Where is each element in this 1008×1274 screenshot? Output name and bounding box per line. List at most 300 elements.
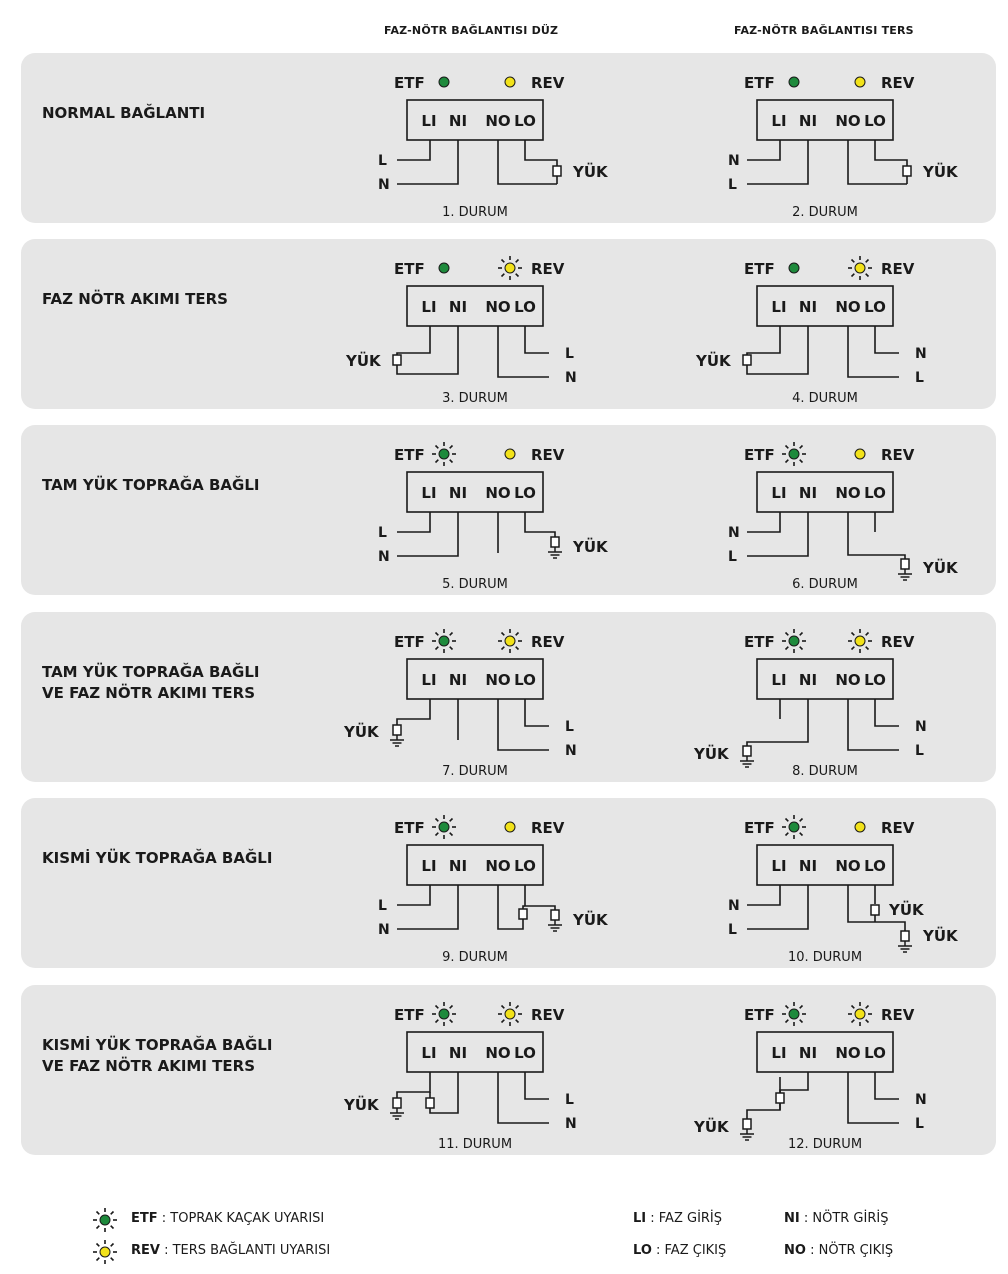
wire bbox=[397, 512, 430, 532]
etf-indicator-icon bbox=[432, 815, 456, 839]
supply-line-label: N bbox=[565, 370, 577, 386]
wire bbox=[525, 885, 555, 911]
load-resistor-icon bbox=[393, 1098, 401, 1108]
rev-indicator-icon bbox=[498, 256, 522, 280]
led-dot bbox=[505, 1009, 515, 1019]
led-ray bbox=[866, 647, 869, 650]
wire bbox=[747, 512, 780, 532]
rev-label: REV bbox=[531, 74, 565, 92]
rev-label: REV bbox=[881, 260, 915, 278]
load-resistor-icon bbox=[393, 355, 401, 365]
legend-li-key: LI bbox=[633, 1211, 647, 1226]
etf-label: ETF bbox=[744, 446, 775, 464]
terminal-no: NO bbox=[835, 857, 861, 875]
wire bbox=[397, 512, 458, 556]
etf-label: ETF bbox=[744, 633, 775, 651]
terminal-li: LI bbox=[771, 1044, 787, 1062]
yellow-flashing-led-icon bbox=[92, 1239, 118, 1269]
etf-label: ETF bbox=[744, 819, 775, 837]
terminal-lo: LO bbox=[864, 112, 886, 130]
led-ray bbox=[786, 1006, 789, 1009]
case-label: 8. DURUM bbox=[792, 764, 858, 779]
etf-indicator-icon bbox=[789, 77, 799, 87]
load-resistor-icon bbox=[743, 355, 751, 365]
led-ray bbox=[800, 647, 803, 650]
legend-li-text: : FAZ GİRİŞ bbox=[650, 1211, 723, 1226]
terminal-lo: LO bbox=[864, 484, 886, 502]
led-dot bbox=[439, 822, 449, 832]
legend-rev-text: : TERS BAĞLANTI UYARISI bbox=[164, 1243, 331, 1258]
led-ray bbox=[866, 633, 869, 636]
wire bbox=[397, 1072, 430, 1098]
terminal-li: LI bbox=[421, 671, 437, 689]
load-resistor-icon bbox=[553, 166, 561, 176]
case-label: 7. DURUM bbox=[442, 764, 508, 779]
terminal-lo: LO bbox=[514, 484, 536, 502]
terminal-lo: LO bbox=[514, 112, 536, 130]
supply-line-label: N bbox=[728, 898, 740, 914]
green-flashing-led-icon bbox=[92, 1207, 118, 1237]
led-ray bbox=[516, 647, 519, 650]
supply-line-label: N bbox=[378, 549, 390, 565]
terminal-li: LI bbox=[771, 298, 787, 316]
case-label: 1. DURUM bbox=[442, 205, 508, 220]
led-ray bbox=[516, 1020, 519, 1023]
legend-no bbox=[784, 1243, 893, 1258]
led-ray bbox=[436, 633, 439, 636]
etf-indicator-icon bbox=[782, 442, 806, 466]
led-ray bbox=[852, 1006, 855, 1009]
supply-line-label: N bbox=[915, 719, 927, 735]
terminal-li: LI bbox=[421, 484, 437, 502]
led-ray bbox=[450, 1006, 453, 1009]
terminal-lo: LO bbox=[864, 671, 886, 689]
column-header-reversed: FAZ-NÖTR BAĞLANTISI TERS bbox=[734, 24, 914, 37]
terminal-lo: LO bbox=[514, 1044, 536, 1062]
case-diagram bbox=[378, 74, 609, 220]
load-resistor-icon bbox=[871, 905, 879, 915]
etf-label: ETF bbox=[394, 819, 425, 837]
etf-indicator-icon bbox=[782, 629, 806, 653]
led-ray bbox=[800, 633, 803, 636]
terminal-no: NO bbox=[835, 298, 861, 316]
led-dot bbox=[789, 1009, 799, 1019]
wire bbox=[525, 1072, 549, 1099]
led-ray bbox=[436, 647, 439, 650]
row-title-line: TAM YÜK TOPRAĞA BAĞLI bbox=[42, 663, 260, 681]
led-dot bbox=[855, 77, 865, 87]
led-dot bbox=[789, 636, 799, 646]
led-dot bbox=[855, 1009, 865, 1019]
led-ray bbox=[852, 274, 855, 277]
wire bbox=[747, 885, 808, 929]
case-diagram bbox=[695, 256, 927, 406]
case-diagram bbox=[378, 815, 609, 965]
led-ray bbox=[800, 819, 803, 822]
load-resistor-icon bbox=[901, 559, 909, 569]
supply-line-label: L bbox=[565, 1092, 574, 1108]
terminal-no: NO bbox=[835, 671, 861, 689]
case-label: 9. DURUM bbox=[442, 950, 508, 965]
led-ray bbox=[502, 1006, 505, 1009]
led-ray bbox=[786, 819, 789, 822]
load-label: YÜK bbox=[344, 1096, 379, 1114]
load-resistor-icon bbox=[426, 1098, 434, 1108]
wire bbox=[747, 140, 780, 160]
legend-no-text: : NÖTR ÇIKIŞ bbox=[810, 1243, 894, 1258]
load-resistor-icon bbox=[393, 725, 401, 735]
wire bbox=[525, 140, 557, 167]
etf-indicator-icon bbox=[782, 815, 806, 839]
wire bbox=[525, 512, 555, 538]
terminal-ni: NI bbox=[448, 298, 468, 316]
supply-line-label: L bbox=[378, 898, 387, 914]
legend-no-key: NO bbox=[784, 1243, 806, 1258]
led-ray bbox=[800, 833, 803, 836]
wire bbox=[498, 140, 557, 184]
led-ray bbox=[450, 819, 453, 822]
supply-line-label: N bbox=[728, 153, 740, 169]
case-label: 6. DURUM bbox=[792, 577, 858, 592]
rev-indicator-icon bbox=[848, 256, 872, 280]
legend-ni-text: : NÖTR GİRİŞ bbox=[803, 1211, 889, 1226]
supply-line-label: L bbox=[728, 549, 737, 565]
led-ray bbox=[786, 1020, 789, 1023]
wire bbox=[498, 699, 549, 750]
terminal-no: NO bbox=[835, 1044, 861, 1062]
ground-icon bbox=[740, 1129, 754, 1140]
terminal-ni: NI bbox=[798, 671, 818, 689]
wire bbox=[747, 885, 780, 905]
row-title-line: FAZ NÖTR AKIMI TERS bbox=[42, 290, 228, 308]
terminal-ni: NI bbox=[448, 671, 468, 689]
led-ray bbox=[800, 1006, 803, 1009]
led-dot bbox=[439, 1009, 449, 1019]
led-ray bbox=[852, 647, 855, 650]
load-resistor-icon bbox=[551, 537, 559, 547]
terminal-ni: NI bbox=[448, 112, 468, 130]
led-dot bbox=[855, 263, 865, 273]
wire bbox=[397, 885, 430, 905]
led-ray bbox=[436, 460, 439, 463]
case-diagram bbox=[728, 74, 959, 220]
terminal-no: NO bbox=[485, 671, 511, 689]
terminal-no: NO bbox=[485, 298, 511, 316]
ground-icon bbox=[898, 569, 912, 580]
etf-label: ETF bbox=[744, 260, 775, 278]
legend-etf bbox=[131, 1211, 324, 1226]
wire bbox=[525, 326, 549, 353]
rev-indicator-icon bbox=[505, 822, 515, 832]
led-ray bbox=[800, 1020, 803, 1023]
load-label: YÜK bbox=[573, 163, 608, 181]
wire bbox=[747, 699, 808, 747]
wire bbox=[875, 326, 899, 353]
wire bbox=[747, 140, 808, 184]
led-dot bbox=[855, 636, 865, 646]
case-diagram bbox=[378, 442, 609, 592]
terminal-lo: LO bbox=[864, 298, 886, 316]
led-ray bbox=[450, 446, 453, 449]
led-dot bbox=[855, 822, 865, 832]
led-dot bbox=[789, 263, 799, 273]
row-title-line: KISMİ YÜK TOPRAĞA BAĞLI bbox=[42, 1036, 273, 1054]
led-dot bbox=[505, 636, 515, 646]
supply-line-label: N bbox=[378, 177, 390, 193]
wire bbox=[875, 1072, 899, 1099]
load-resistor-icon bbox=[901, 931, 909, 941]
load-label: YÜK bbox=[346, 352, 381, 370]
terminal-li: LI bbox=[771, 671, 787, 689]
case-label: 12. DURUM bbox=[787, 1137, 863, 1152]
rev-label: REV bbox=[531, 1006, 565, 1024]
wire bbox=[848, 512, 905, 559]
legend-rev-key: REV bbox=[131, 1243, 160, 1258]
led-dot bbox=[505, 449, 515, 459]
rev-label: REV bbox=[881, 74, 915, 92]
column-header-normal: FAZ-NÖTR BAĞLANTISI DÜZ bbox=[384, 24, 559, 37]
row-title-line: VE FAZ NÖTR AKIMI TERS bbox=[42, 684, 255, 702]
load-label: YÜK bbox=[694, 1118, 729, 1136]
case-diagram bbox=[345, 256, 577, 406]
led-ray bbox=[450, 633, 453, 636]
wire bbox=[848, 699, 899, 750]
terminal-lo: LO bbox=[864, 1044, 886, 1062]
load-label: YÜK bbox=[344, 723, 379, 741]
row-title-line: KISMİ YÜK TOPRAĞA BAĞLI bbox=[42, 849, 273, 867]
supply-line-label: L bbox=[915, 743, 924, 759]
wire bbox=[875, 699, 899, 726]
rev-label: REV bbox=[531, 633, 565, 651]
load-label: YÜK bbox=[923, 559, 958, 577]
etf-indicator-icon bbox=[782, 1002, 806, 1026]
terminal-ni: NI bbox=[448, 484, 468, 502]
case-label: 10. DURUM bbox=[787, 950, 863, 965]
terminal-ni: NI bbox=[448, 857, 468, 875]
led-dot bbox=[789, 822, 799, 832]
etf-indicator-icon bbox=[439, 77, 449, 87]
terminal-lo: LO bbox=[514, 671, 536, 689]
terminal-no: NO bbox=[485, 112, 511, 130]
wire bbox=[780, 1072, 808, 1110]
terminal-ni: NI bbox=[798, 298, 818, 316]
terminal-no: NO bbox=[485, 1044, 511, 1062]
etf-indicator-icon bbox=[432, 1002, 456, 1026]
rev-label: REV bbox=[881, 1006, 915, 1024]
ground-icon bbox=[548, 920, 562, 931]
terminal-li: LI bbox=[771, 857, 787, 875]
terminal-no: NO bbox=[835, 484, 861, 502]
wire bbox=[397, 140, 430, 160]
load-resistor-icon bbox=[776, 1093, 784, 1103]
rev-indicator-icon bbox=[505, 77, 515, 87]
rev-label: REV bbox=[531, 446, 565, 464]
case-label: 11. DURUM bbox=[437, 1137, 513, 1152]
led-dot bbox=[439, 449, 449, 459]
wire bbox=[747, 512, 808, 556]
ground-icon bbox=[548, 547, 562, 558]
wire bbox=[498, 1072, 549, 1123]
led-ray bbox=[436, 819, 439, 822]
terminal-li: LI bbox=[771, 112, 787, 130]
led-ray bbox=[450, 460, 453, 463]
legend-lo-key: LO bbox=[633, 1243, 652, 1258]
load-resistor-icon bbox=[519, 909, 527, 919]
legend-li bbox=[633, 1211, 722, 1226]
terminal-ni: NI bbox=[798, 484, 818, 502]
rev-label: REV bbox=[881, 633, 915, 651]
terminal-li: LI bbox=[771, 484, 787, 502]
case-diagram bbox=[728, 815, 959, 965]
rev-indicator-icon bbox=[505, 449, 515, 459]
terminal-li: LI bbox=[421, 298, 437, 316]
ground-icon bbox=[390, 1108, 404, 1119]
led-ray bbox=[852, 260, 855, 263]
etf-label: ETF bbox=[744, 74, 775, 92]
led-dot bbox=[439, 263, 449, 273]
supply-line-label: N bbox=[728, 525, 740, 541]
legend-ni bbox=[784, 1211, 888, 1226]
load-resistor-icon bbox=[551, 910, 559, 920]
load-resistor-icon bbox=[743, 746, 751, 756]
supply-line-label: L bbox=[378, 525, 387, 541]
wire bbox=[525, 699, 549, 726]
led-ray bbox=[450, 833, 453, 836]
led-ray bbox=[516, 260, 519, 263]
rev-label: REV bbox=[531, 260, 565, 278]
led-ray bbox=[800, 446, 803, 449]
led-ray bbox=[786, 446, 789, 449]
load-resistor-icon bbox=[903, 166, 911, 176]
load-label: YÜK bbox=[923, 163, 958, 181]
led-ray bbox=[502, 1020, 505, 1023]
supply-line-label: N bbox=[915, 346, 927, 362]
rev-indicator-icon bbox=[855, 822, 865, 832]
row-title-line: VE FAZ NÖTR AKIMI TERS bbox=[42, 1057, 255, 1075]
wire bbox=[747, 1103, 780, 1120]
led-dot bbox=[789, 449, 799, 459]
led-ray bbox=[502, 633, 505, 636]
rev-indicator-icon bbox=[855, 449, 865, 459]
supply-line-label: N bbox=[915, 1092, 927, 1108]
rev-indicator-icon bbox=[498, 1002, 522, 1026]
wire bbox=[848, 140, 907, 184]
wire bbox=[397, 699, 430, 725]
legend-etf-key: ETF bbox=[131, 1211, 158, 1226]
case-label: 5. DURUM bbox=[442, 577, 508, 592]
wire bbox=[848, 1072, 899, 1123]
terminal-no: NO bbox=[485, 484, 511, 502]
terminal-li: LI bbox=[421, 112, 437, 130]
led-dot bbox=[855, 449, 865, 459]
rev-label: REV bbox=[881, 446, 915, 464]
load-label: YÜK bbox=[923, 927, 958, 945]
legend-etf-text: : TOPRAK KAÇAK UYARISI bbox=[161, 1211, 325, 1226]
etf-label: ETF bbox=[394, 446, 425, 464]
etf-label: ETF bbox=[744, 1006, 775, 1024]
led-ray bbox=[436, 446, 439, 449]
case-label: 3. DURUM bbox=[442, 391, 508, 406]
legend-lo bbox=[633, 1243, 726, 1258]
terminal-ni: NI bbox=[798, 857, 818, 875]
supply-line-label: L bbox=[915, 370, 924, 386]
wire bbox=[498, 885, 523, 929]
rev-indicator-icon bbox=[498, 629, 522, 653]
led-ray bbox=[436, 1020, 439, 1023]
led-ray bbox=[852, 1020, 855, 1023]
case-diagram bbox=[343, 629, 577, 779]
etf-indicator-icon bbox=[789, 263, 799, 273]
ground-icon bbox=[390, 735, 404, 746]
terminal-ni: NI bbox=[798, 1044, 818, 1062]
load-label: YÜK bbox=[573, 911, 608, 929]
terminal-lo: LO bbox=[864, 857, 886, 875]
led-ray bbox=[516, 633, 519, 636]
ground-icon bbox=[898, 941, 912, 952]
led-ray bbox=[436, 833, 439, 836]
case-diagram bbox=[693, 629, 927, 779]
rev-label: REV bbox=[881, 819, 915, 837]
legend-ni-key: NI bbox=[784, 1211, 800, 1226]
led-ray bbox=[866, 274, 869, 277]
wire bbox=[397, 140, 458, 184]
supply-line-label: L bbox=[915, 1116, 924, 1132]
supply-line-label: L bbox=[565, 346, 574, 362]
load-label: YÜK bbox=[696, 352, 731, 370]
wire bbox=[498, 326, 549, 377]
etf-label: ETF bbox=[394, 1006, 425, 1024]
led-ray bbox=[800, 460, 803, 463]
terminal-no: NO bbox=[485, 857, 511, 875]
wire bbox=[397, 326, 458, 374]
led-ray bbox=[516, 1006, 519, 1009]
legend-lo-text: : FAZ ÇIKIŞ bbox=[656, 1243, 727, 1258]
led-dot bbox=[789, 77, 799, 87]
led-ray bbox=[786, 633, 789, 636]
led-ray bbox=[786, 833, 789, 836]
rev-label: REV bbox=[531, 819, 565, 837]
led-ray bbox=[866, 1006, 869, 1009]
led-dot bbox=[505, 822, 515, 832]
led-ray bbox=[852, 633, 855, 636]
terminal-lo: LO bbox=[514, 857, 536, 875]
supply-line-label: N bbox=[378, 922, 390, 938]
led-dot bbox=[505, 263, 515, 273]
supply-line-label: L bbox=[728, 922, 737, 938]
led-ray bbox=[786, 460, 789, 463]
wire bbox=[875, 140, 907, 167]
led-ray bbox=[516, 274, 519, 277]
supply-line-label: N bbox=[565, 1116, 577, 1132]
terminal-ni: NI bbox=[448, 1044, 468, 1062]
etf-indicator-icon bbox=[439, 263, 449, 273]
led-ray bbox=[502, 260, 505, 263]
etf-label: ETF bbox=[394, 633, 425, 651]
supply-line-label: L bbox=[378, 153, 387, 169]
wire bbox=[747, 326, 808, 374]
supply-line-label: N bbox=[565, 743, 577, 759]
led-ray bbox=[502, 274, 505, 277]
supply-line-label: L bbox=[565, 719, 574, 735]
led-ray bbox=[436, 1006, 439, 1009]
led-dot bbox=[439, 636, 449, 646]
load-resistor-icon bbox=[743, 1119, 751, 1129]
rev-indicator-icon bbox=[848, 629, 872, 653]
terminal-li: LI bbox=[421, 1044, 437, 1062]
etf-label: ETF bbox=[394, 260, 425, 278]
led-dot bbox=[505, 77, 515, 87]
load-label: YÜK bbox=[694, 745, 729, 763]
